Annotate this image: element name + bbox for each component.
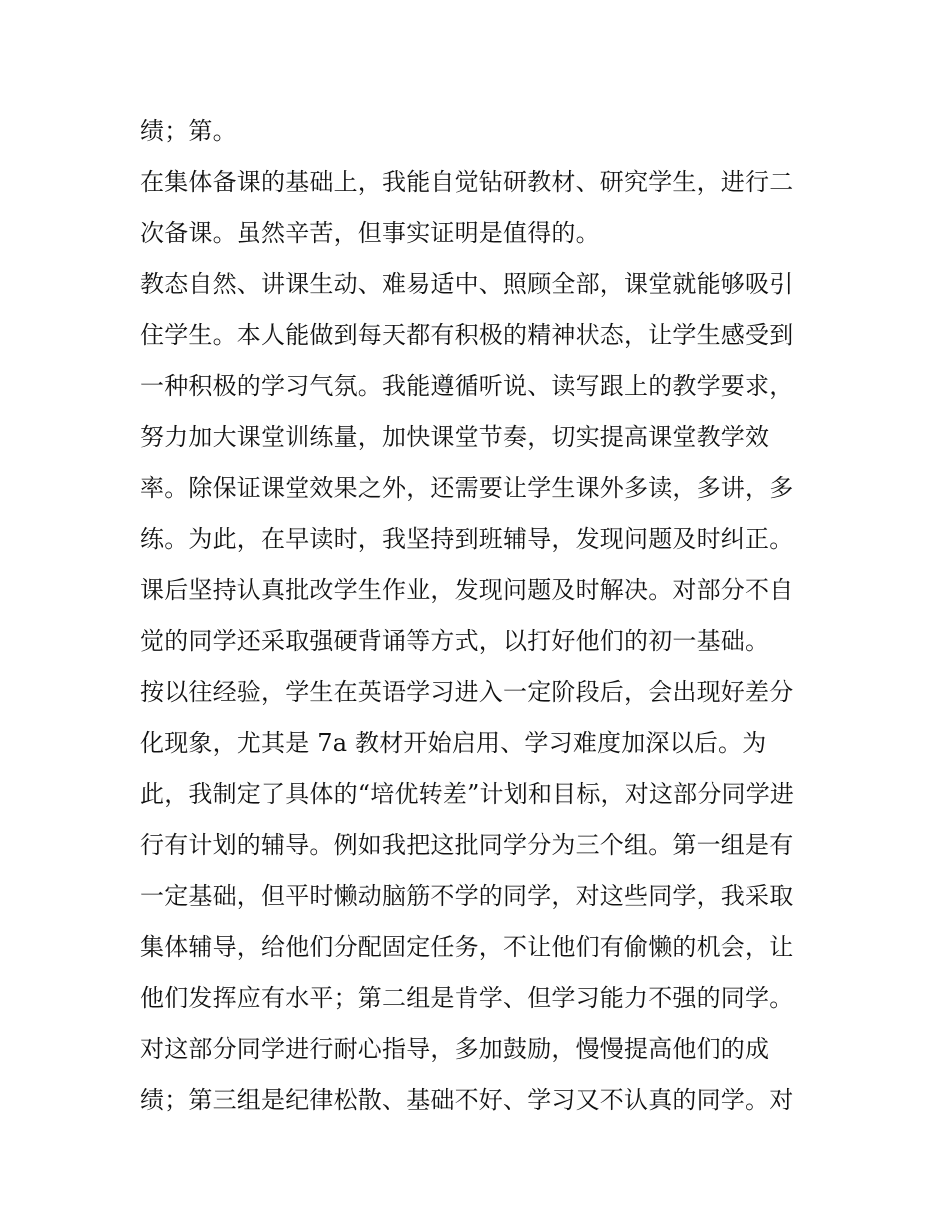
text-line: 化现象，尤其是 7a 教材开始启用、学习难度加深以后。为 (140, 729, 767, 757)
text-line: 练。为此，在早读时，我坚持到班辅导，发现问题及时纠正。 (140, 525, 794, 553)
text-line: 觉的同学还采取强硬背诵等方式，以打好他们的初一基础。 (140, 627, 770, 655)
text-line: 一种积极的学习气氛。我能遵循听说、读写跟上的教学要求， (140, 372, 794, 400)
text-line: 课后坚持认真批改学生作业，发现问题及时解决。对部分不自 (140, 576, 794, 604)
text-line: 绩；第。 (140, 117, 237, 145)
text-line: 率。除保证课堂效果之外，还需要让学生课外多读，多讲，多 (140, 474, 794, 502)
text-line: 行有计划的辅导。例如我把这批同学分为三个组。第一组是有 (140, 831, 794, 859)
document-body (140, 106, 820, 1126)
text-line: 一定基础，但平时懒动脑筋不学的同学，对这些同学，我采取 (140, 882, 794, 910)
text-line: 此，我制定了具体的“培优转差”计划和目标，对这部分同学进 (140, 780, 795, 808)
text-line: 次备课。虽然辛苦，但事实证明是值得的。 (140, 219, 600, 247)
text-line: 住学生。本人能做到每天都有积极的精神状态，让学生感受到 (140, 321, 794, 349)
text-line: 教态自然、讲课生动、难易适中、照顾全部，课堂就能够吸引 (140, 270, 794, 298)
text-line: 对这部分同学进行耐心指导，多加鼓励，慢慢提高他们的成 (140, 1035, 770, 1063)
text-line: 按以往经验，学生在英语学习进入一定阶段后，会出现好差分 (140, 678, 794, 706)
text-line: 在集体备课的基础上，我能自觉钻研教材、研究学生，进行二 (140, 168, 794, 196)
text-line: 努力加大课堂训练量，加快课堂节奏，切实提高课堂教学效 (140, 423, 770, 451)
text-line: 他们发挥应有水平；第二组是肯学、但学习能力不强的同学。 (140, 984, 794, 1012)
text-line: 绩；第三组是纪律松散、基础不好、学习又不认真的同学。对 (140, 1086, 794, 1114)
text-line: 集体辅导，给他们分配固定任务，不让他们有偷懒的机会，让 (140, 933, 794, 961)
